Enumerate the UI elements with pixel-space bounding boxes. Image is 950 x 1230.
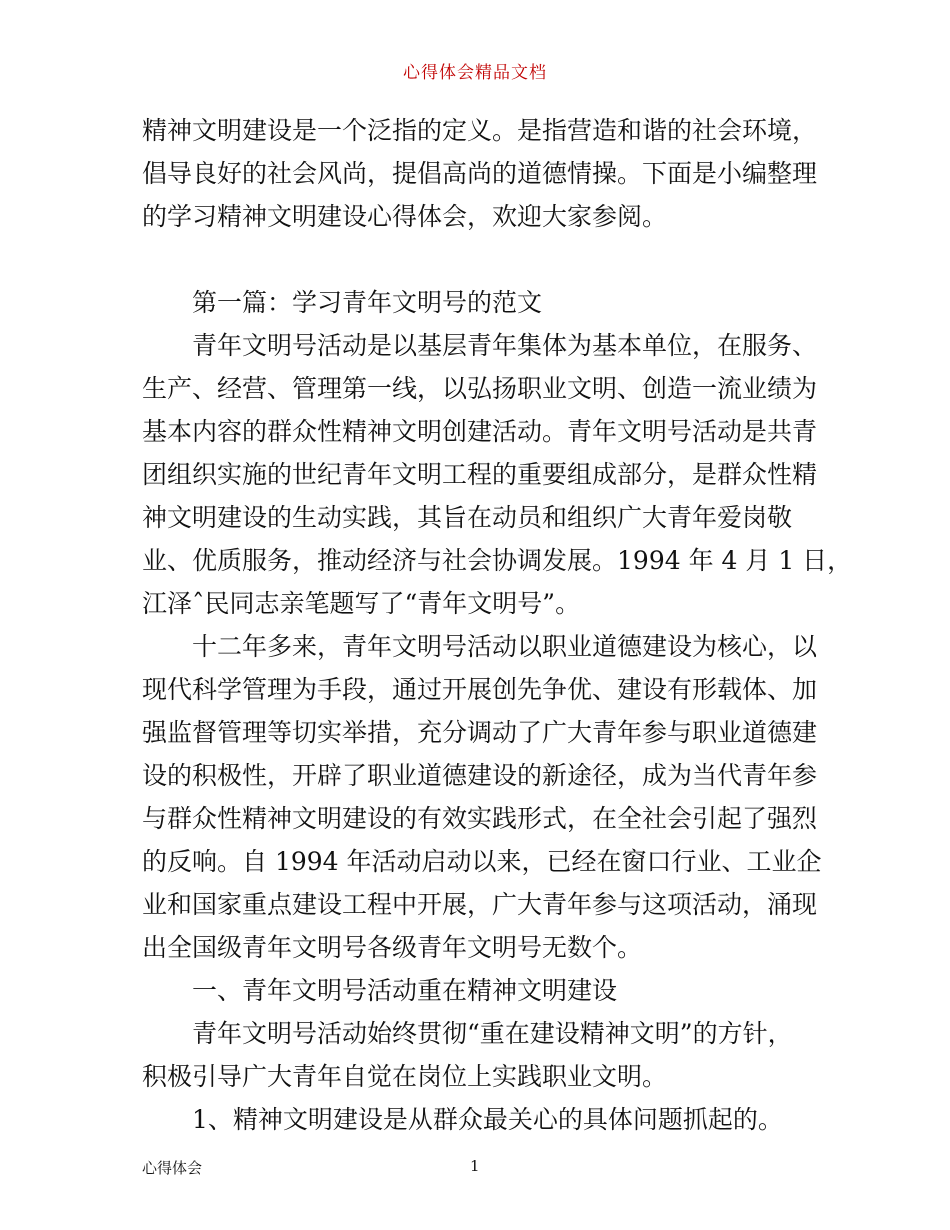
paragraph-line: 1、精神文明建设是从群众最关心的具体问题抓起的。: [192, 1105, 783, 1134]
paragraph-line: 基本内容的群众性精神文明创建活动。青年文明号活动是共青: [142, 417, 818, 446]
paragraph-line: 青年文明号活动是以基层青年集体为基本单位，在服务、: [192, 331, 818, 360]
page-footer-label: 心得体会: [142, 1159, 203, 1177]
paragraph-line: 神文明建设的生动实践，其旨在动员和组织广大青年爱岗敬: [142, 503, 793, 532]
paragraph-line: 倡导良好的社会风尚，提倡高尚的道德情操。下面是小编整理: [142, 159, 818, 188]
paragraph-line: 的学习精神文明建设心得体会，欢迎大家参阅。: [142, 202, 668, 231]
paragraph-line: 强监督管理等切实举措，充分调动了广大青年参与职业道德建: [142, 718, 818, 747]
section-heading: 第一篇：学习青年文明号的范文: [192, 288, 543, 317]
document-body: [142, 109, 853, 1141]
section-heading: 一、青年文明号活动重在精神文明建设: [192, 976, 618, 1005]
paragraph-gap: [142, 238, 822, 281]
page-header-title: 心得体会精品文档: [403, 63, 547, 83]
page-number: 1: [470, 1157, 480, 1175]
paragraph-line: 的反响。自 1994 年活动启动以来，已经在窗口行业、工业企: [142, 847, 822, 876]
paragraph-line: 设的积极性，开辟了职业道德建设的新途径，成为当代青年参: [142, 761, 818, 790]
paragraph-line: 业、优质服务，推动经济与社会协调发展。1994 年 4 月 1 日，: [142, 546, 853, 575]
paragraph-line: 出全国级青年文明号各级青年文明号无数个。: [142, 933, 643, 962]
paragraph-line: 业和国家重点建设工程中开展，广大青年参与这项活动，涌现: [142, 890, 818, 919]
paragraph-line: 现代科学管理为手段，通过开展创先争优、建设有形载体、加: [142, 675, 818, 704]
paragraph-line: 积极引导广大青年自觉在岗位上实践职业文明。: [142, 1062, 668, 1091]
paragraph-line: 精神文明建设是一个泛指的定义。是指营造和谐的社会环境，: [142, 116, 818, 145]
paragraph-line: 江泽ˆ民同志亲笔题写了“青年文明号”。: [142, 589, 581, 618]
paragraph-line: 青年文明号活动始终贯彻“重在建设精神文明”的方针，: [192, 1019, 793, 1048]
paragraph-line: 生产、经营、管理第一线，以弘扬职业文明、创造一流业绩为: [142, 374, 818, 403]
paragraph-line: 团组织实施的世纪青年文明工程的重要组成部分，是群众性精: [142, 460, 818, 489]
paragraph-line: 与群众性精神文明建设的有效实践形式，在全社会引起了强烈: [142, 804, 818, 833]
paragraph-line: 十二年多来，青年文明号活动以职业道德建设为核心，以: [192, 632, 818, 661]
